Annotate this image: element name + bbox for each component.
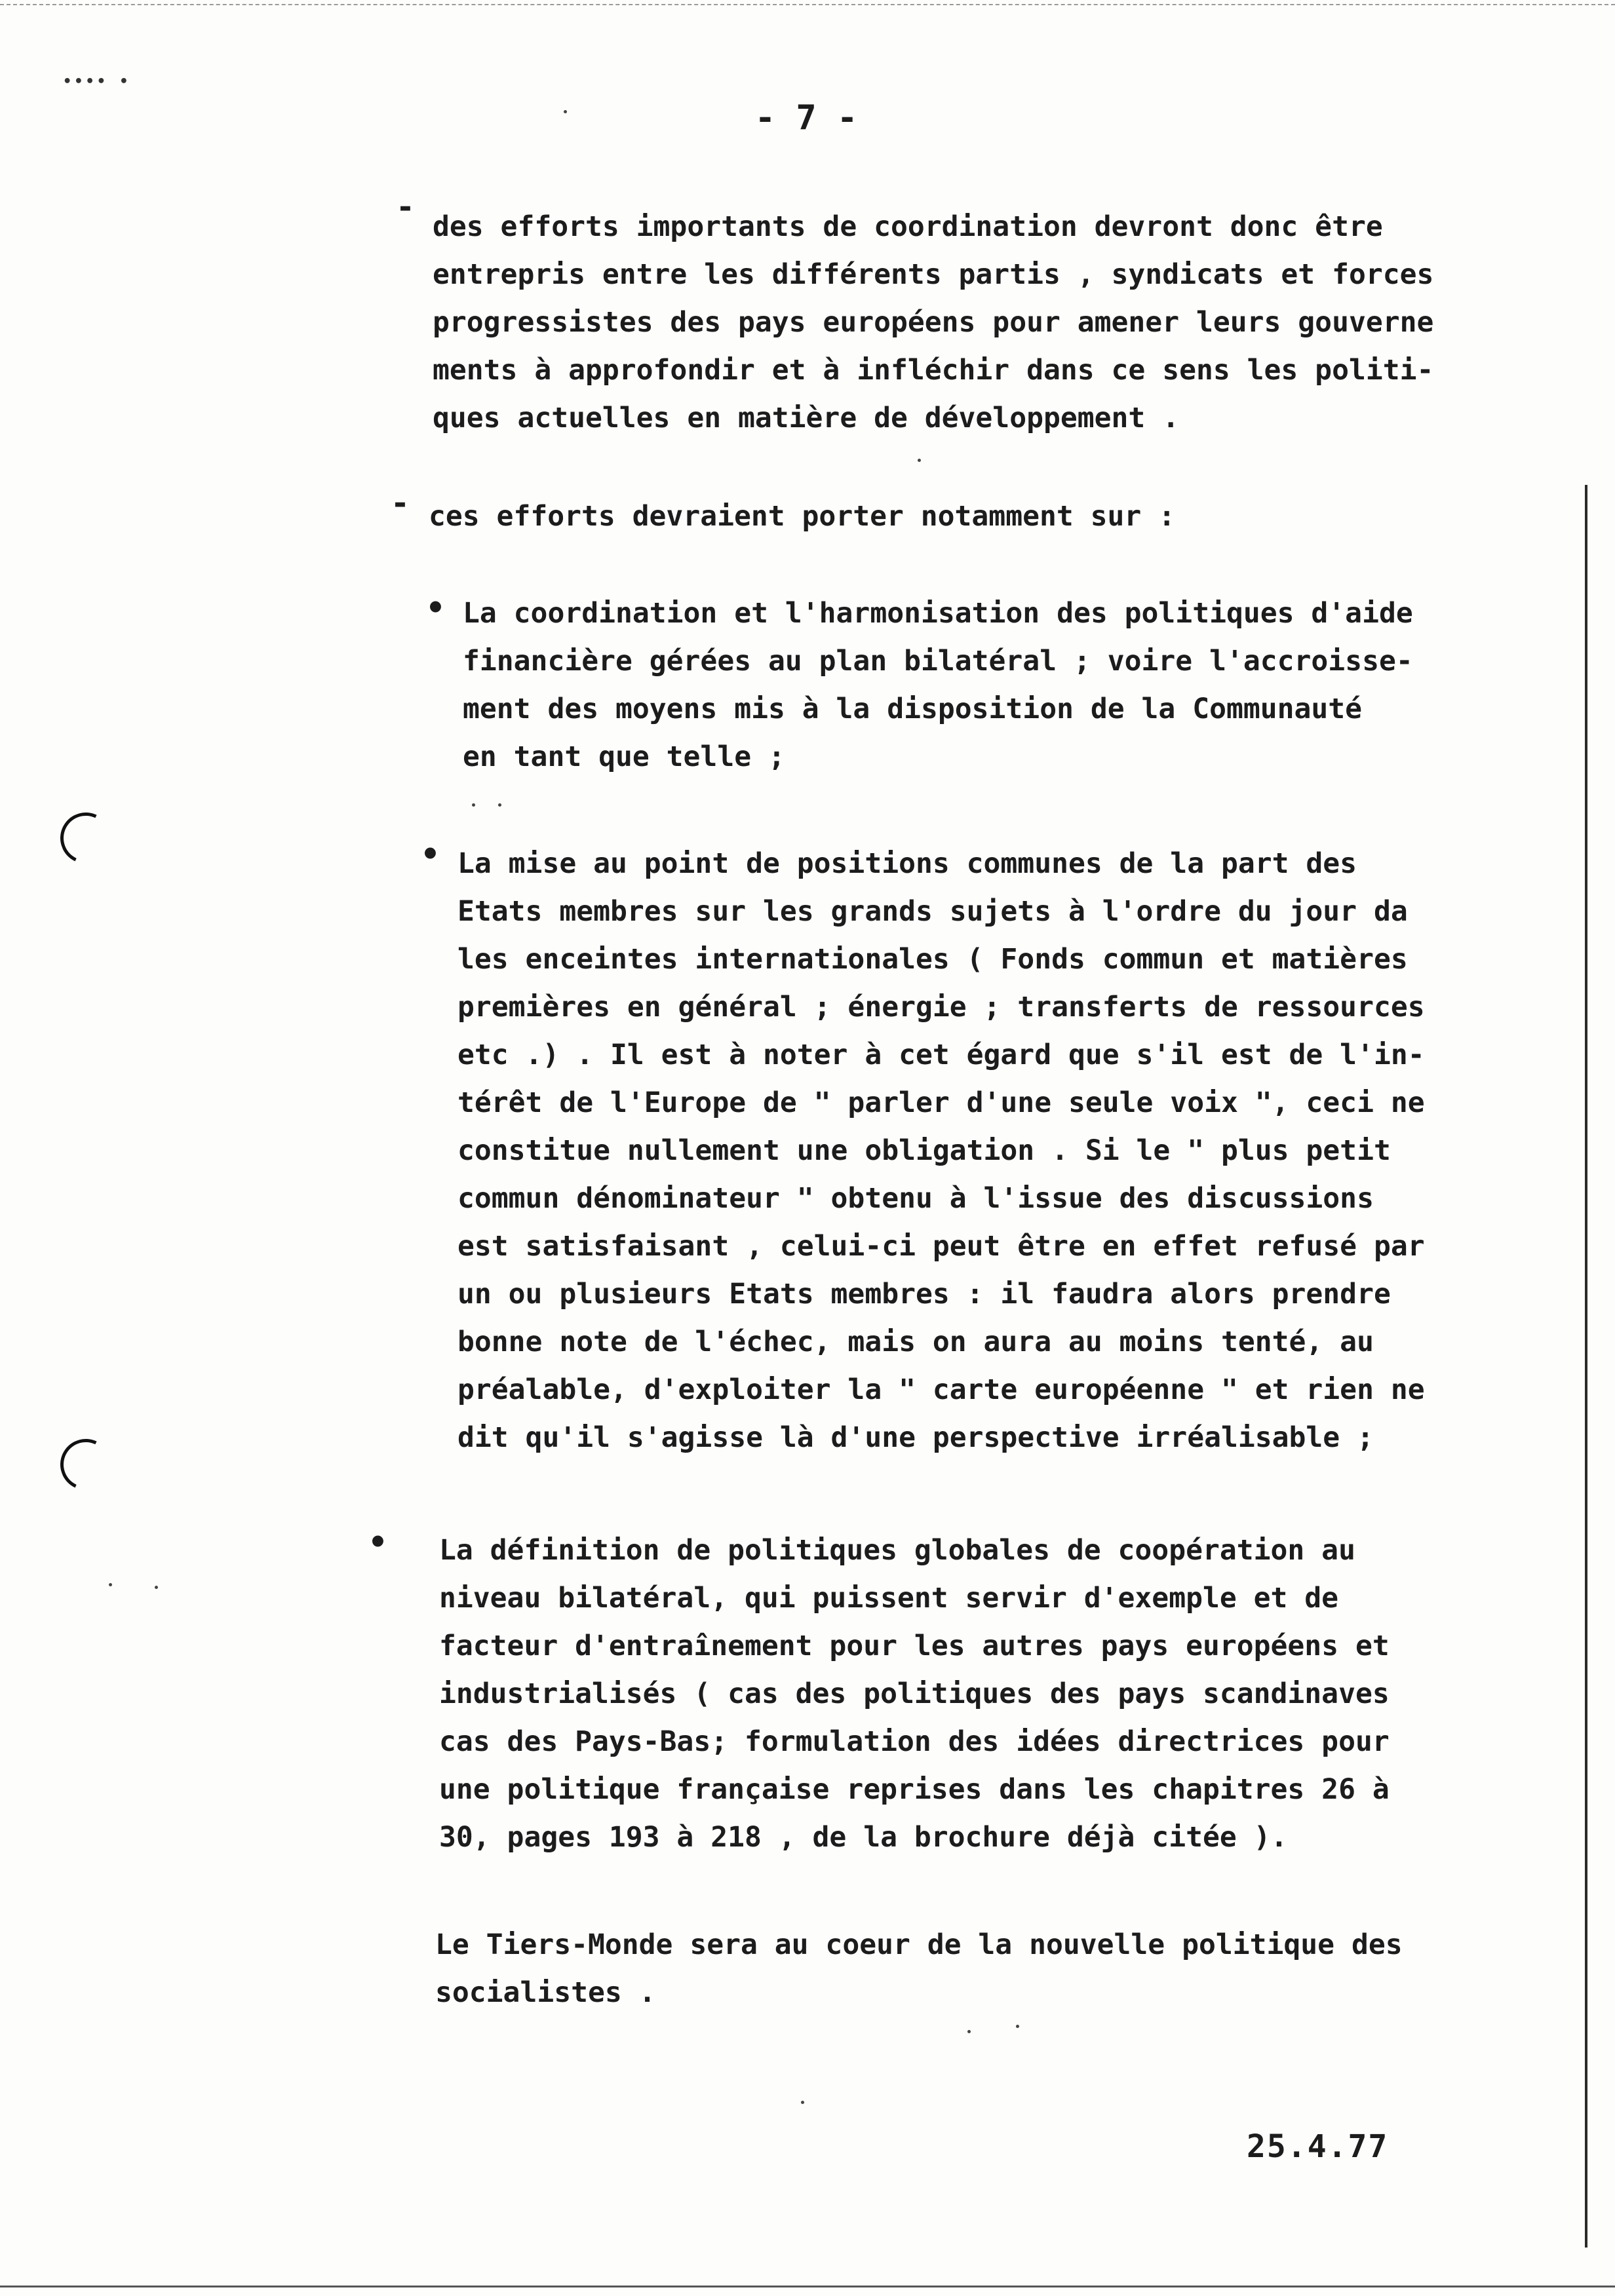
- paragraph-coordination-efforts: [433, 203, 1433, 442]
- text-line: est satisfaisant , celui-ci peut être en effet refusé par: [457, 1230, 1425, 1263]
- text-line: La coordination et l'harmonisation des politiques d'aide: [463, 597, 1413, 630]
- scan-speck: [801, 2101, 804, 2104]
- text-line: progressistes des pays européens pour amener leurs gouverne: [433, 306, 1434, 339]
- text-line: préalable, d'exploiter la " carte européenne " et rien ne: [457, 1373, 1425, 1406]
- text-line: socialistes .: [435, 1976, 656, 2009]
- scan-speck: [1016, 2025, 1019, 2028]
- text-line: 30, pages 193 à 218 , de la brochure déjà citée ).: [439, 1821, 1288, 1854]
- bullet-marker: •: [368, 1524, 387, 1561]
- bullet-marker: •: [426, 590, 445, 626]
- text-line: dit qu'il s'agisse là d'une perspective irréalisable ;: [457, 1421, 1374, 1454]
- corner-stamp-mark: •••• •: [63, 73, 131, 90]
- scan-speck: [498, 803, 501, 807]
- text-line: premières en général ; énergie ; transferts de ressources: [457, 991, 1425, 1024]
- text-line: niveau bilatéral, qui puissent servir d'exemple et de: [439, 1582, 1339, 1615]
- text-line: en tant que telle ;: [463, 740, 785, 773]
- text-line: Le Tiers-Monde sera au coeur de la nouvelle politique des: [435, 1928, 1403, 1961]
- dash-marker: -: [391, 485, 410, 522]
- text-line: les enceintes internationales ( Fonds commun et matières: [457, 943, 1408, 976]
- margin-rule: [1585, 485, 1587, 2248]
- document-date: 25.4.77: [1247, 2128, 1389, 2165]
- page-number: - 7 -: [754, 98, 858, 138]
- text-line: La mise au point de positions communes de la part des: [457, 847, 1357, 880]
- scan-speck: [109, 1583, 112, 1586]
- scan-speck: [564, 110, 567, 113]
- text-line: etc .) . Il est à noter à cet égard que s'il est de l'in-: [457, 1039, 1425, 1071]
- punch-hole-icon: [53, 805, 119, 871]
- text-line: financière gérées au plan bilatéral ; voire l'accroisse-: [463, 645, 1413, 678]
- scan-bottom-edge: [0, 2286, 1615, 2290]
- scan-speck: [155, 1586, 158, 1589]
- text-line: entrepris entre les différents partis , syndicats et forces: [433, 258, 1434, 291]
- text-line: constitue nullement une obligation . Si le " plus petit: [457, 1134, 1391, 1167]
- text-line: industrialisés ( cas des politiques des pays scandinaves: [439, 1677, 1390, 1710]
- paragraph-efforts-focus: [429, 493, 1175, 541]
- text-line: facteur d'entraînement pour les autres pays européens et: [439, 1630, 1390, 1662]
- bullet-marker: •: [421, 836, 440, 873]
- text-line: Etats membres sur les grands sujets à l'ordre du jour da: [457, 895, 1408, 928]
- scan-speck: [472, 803, 475, 807]
- text-line: ments à approfondir et à infléchir dans ce sens les politi-: [433, 354, 1434, 387]
- text-line: ment des moyens mis à la disposition de la Communauté: [463, 693, 1363, 725]
- text-line: térêt de l'Europe de " parler d'une seule voix ", ceci ne: [457, 1086, 1425, 1119]
- dash-marker: -: [396, 189, 415, 225]
- text-line: commun dénominateur " obtenu à l'issue des discussions: [457, 1182, 1374, 1215]
- text-line: bonne note de l'échec, mais on aura au moins tenté, au: [457, 1326, 1374, 1358]
- text-line: des efforts importants de coordination devront donc être: [433, 210, 1383, 243]
- punch-hole-icon: [53, 1432, 119, 1497]
- bullet-common-positions: [457, 840, 1425, 1462]
- scan-speck: [918, 459, 921, 462]
- text-line: une politique française reprises dans les chapitres 26 à: [439, 1773, 1390, 1806]
- bullet-financial-aid: [463, 590, 1413, 781]
- bullet-global-policies: [439, 1527, 1390, 1862]
- text-line: ces efforts devraient porter notamment sur :: [429, 500, 1176, 533]
- text-line: La définition de politiques globales de coopération au: [439, 1534, 1355, 1567]
- paragraph-tiers-monde: [435, 1921, 1403, 2017]
- text-line: un ou plusieurs Etats membres : il faudra alors prendre: [457, 1278, 1391, 1311]
- text-line: cas des Pays-Bas; formulation des idées directrices pour: [439, 1725, 1390, 1758]
- text-line: ques actuelles en matière de développement .: [433, 402, 1180, 434]
- scan-top-edge: [0, 0, 1615, 5]
- scan-speck: [967, 2030, 971, 2033]
